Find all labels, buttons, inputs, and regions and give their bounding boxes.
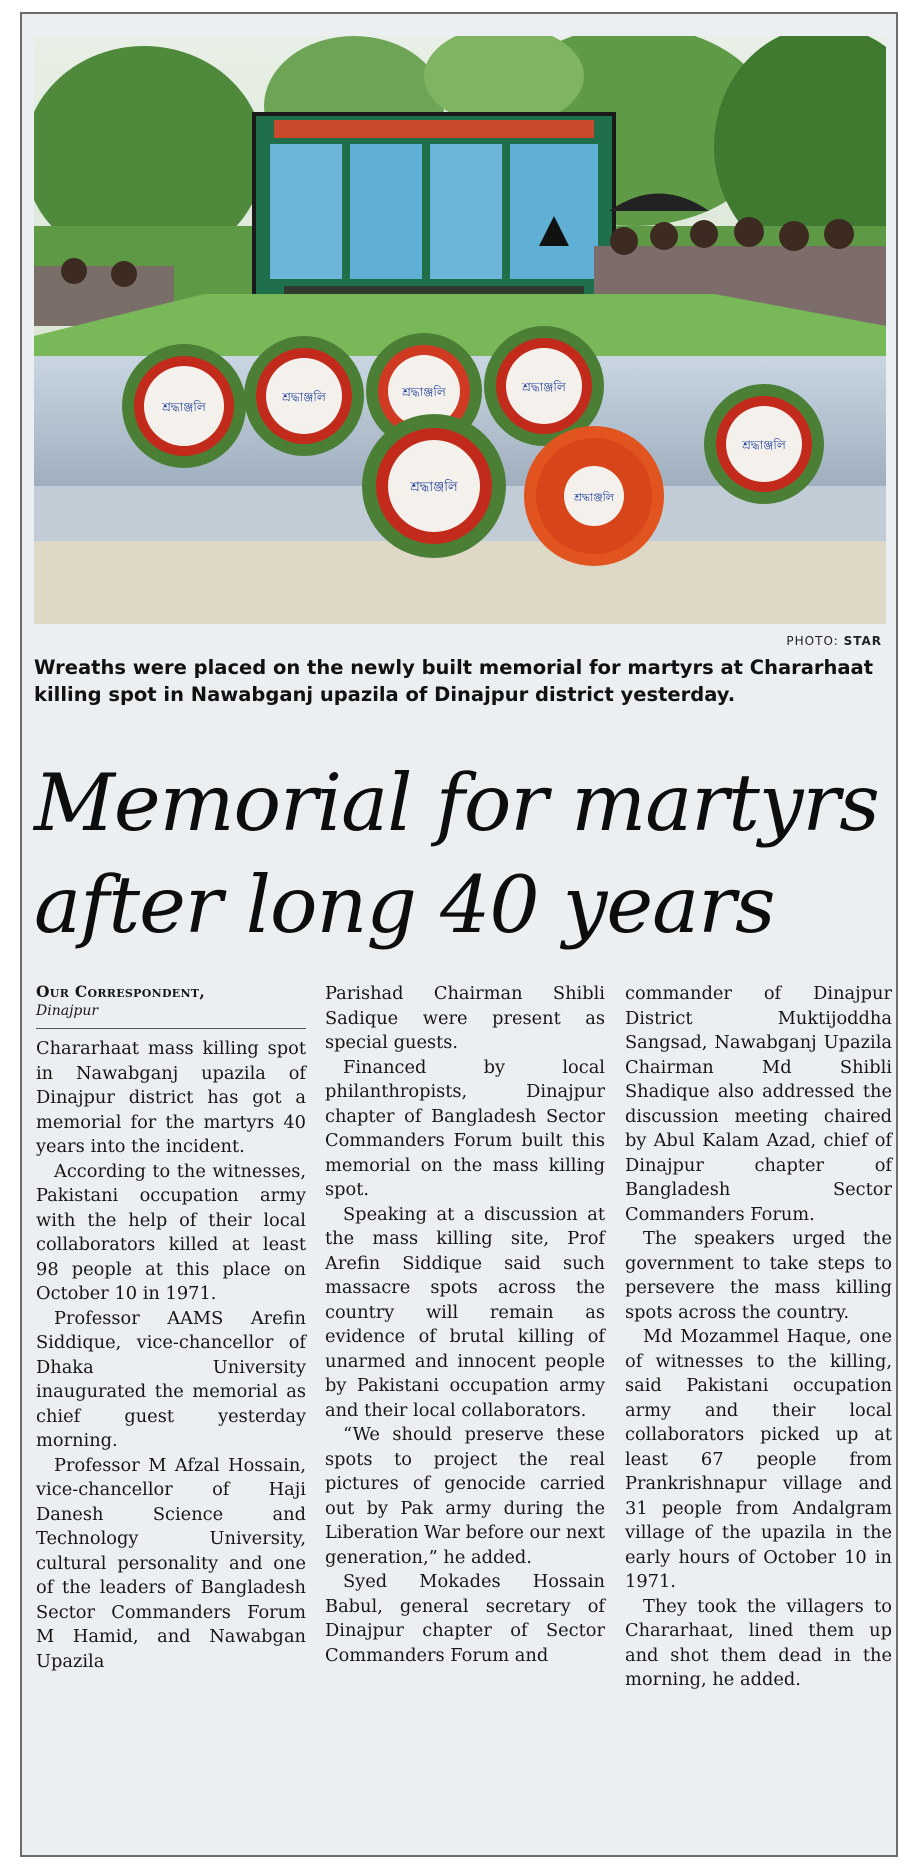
paragraph: Professor M Afzal Hossain, vice-chancellor of Haji Danesh Science and Technology University, cultural personality and one of the leaders of Bangladesh Sector Commanders Forum M Hamid, and Nawabgan Upazila	[36, 1454, 306, 1672]
wreath-text: শ্রদ্ধাঞ্জলি	[162, 400, 206, 414]
paragraph: “We should preserve these spots to project the real pictures of genocide carried out by Pak army during the Liberation War before our next generation,” he added.	[325, 1424, 605, 1568]
wreath	[524, 426, 664, 566]
paragraph: Parishad Chairman Shibli Sadique were present as special guests.	[325, 983, 605, 1053]
wreath-text: শ্রদ্ধাঞ্জলি	[410, 480, 458, 495]
wreath-text: শ্রদ্ধাঞ্জলি	[742, 438, 786, 452]
wreath-text: শ্রদ্ধাঞ্জলি	[574, 491, 614, 504]
byline-place: Dinajpur	[36, 1003, 99, 1019]
memorial-photo-illustration	[34, 36, 886, 624]
paragraph: According to the witnesses, Pakistani occupation army with the help of their local collaborators killed at least 98 people at this place on October 10 in 1971.	[36, 1160, 306, 1304]
paragraph: They took the villagers to Chararhaat, lined them up and shot them dead in the morning, he added.	[625, 1595, 892, 1690]
newspaper-clipping	[20, 12, 898, 1857]
paragraph: Md Mozammel Haque, one of witnesses to the killing, said Pakistani occupation army and their local collaborators picked up at least 67 people from Prankrishnapur village and 31 people from Andalgram village of the upazila in the early hours of October 10 in 1971.	[625, 1326, 892, 1592]
wreath	[122, 344, 246, 468]
wreath	[704, 384, 824, 504]
memorial-photo	[34, 36, 886, 624]
article-column-3	[625, 982, 892, 1693]
memorial-board	[254, 114, 614, 300]
article-column-2	[325, 982, 605, 1668]
byline	[36, 982, 306, 1029]
photo-caption: Wreaths were placed on the newly built memorial for martyrs at Chararhaat killing spot in Nawabganj upazila of Dinajpur district yesterday.	[34, 656, 874, 706]
photo-credit-source: STAR	[843, 634, 882, 648]
paragraph: Chararhaat mass killing spot in Nawabganj upazila of Dinajpur district has got a memorial for the martyrs 40 years into the incident.	[36, 1038, 306, 1157]
paragraph: Speaking at a discussion at the mass killing site, Prof Arefin Siddique said such massacre spots across the country will remain as evidence of brutal killing of unarmed and innocent people by Pakistani occupation army and their local collaborators.	[325, 1203, 605, 1421]
byline-name: Our Correspondent,	[36, 982, 206, 1001]
paragraph: commander of Dinajpur District Muktijoddha Sangsad, Nawabganj Upazila Chairman Md Shibli Shadique also addressed the discussion meeting chaired by Abul Kalam Azad, chief of Dinajpur chapter of Bangladesh Sector Commanders Forum.	[625, 983, 892, 1225]
photo-credit	[786, 634, 882, 648]
article-column-1	[36, 982, 306, 1674]
wreath	[244, 336, 364, 456]
headline-line-1: Memorial for martyrs	[34, 757, 879, 849]
paragraph: The speakers urged the government to take steps to persevere the mass killing spots across the country.	[625, 1228, 892, 1323]
wreath-text: শ্রদ্ধাঞ্জলি	[402, 385, 446, 399]
paragraph: Syed Mokades Hossain Babul, general secretary of Dinajpur chapter of Sector Commanders Forum and	[325, 1571, 605, 1666]
wreath-text: শ্রদ্ধাঞ্জলি	[522, 380, 566, 394]
headline	[34, 752, 894, 956]
paragraph: Financed by local philanthropists, Dinajpur chapter of Bangladesh Sector Commanders Forum built this memorial on the mass killing spot.	[325, 1056, 605, 1200]
paragraph: Professor AAMS Arefin Siddique, vice-chancellor of Dhaka University inaugurated the memorial as chief guest yesterday morning.	[36, 1307, 306, 1451]
wreath-text: শ্রদ্ধাঞ্জলি	[282, 390, 326, 404]
headline-line-2: after long 40 years	[34, 859, 775, 951]
photo-credit-label: PHOTO:	[786, 634, 839, 648]
wreath	[362, 414, 506, 558]
